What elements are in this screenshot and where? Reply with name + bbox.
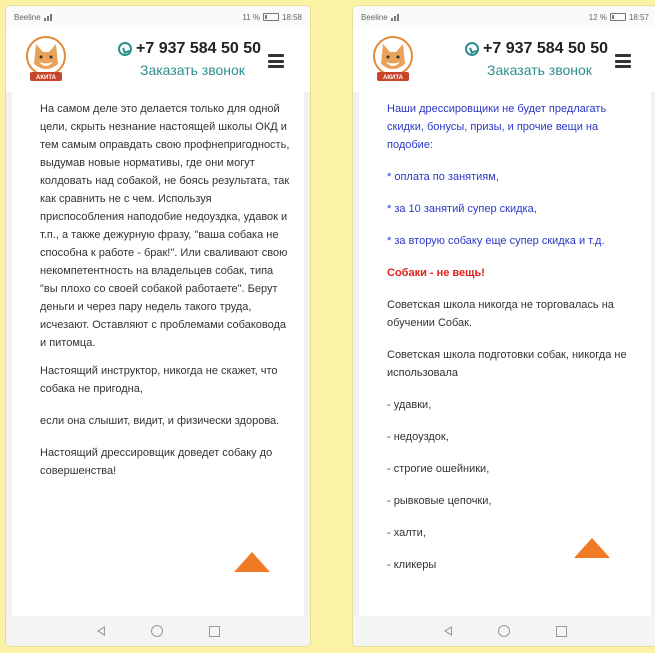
list-item: - халти, [387, 527, 426, 539]
hamburger-menu-icon[interactable] [268, 54, 284, 68]
nav-back-icon[interactable] [444, 626, 452, 636]
offer-item: * за 10 занятий супер скидка, [387, 203, 537, 215]
paragraph: Советская школа подготовки собак, никогда не использовала [387, 349, 627, 379]
paragraph: Настоящий дрессировщик доведет собаку до совершенства! [40, 447, 273, 477]
paragraph: На самом деле это делается только для одной цели, скрыть незнание настоящей школы ОКД и тем самым оправдать свою профнепригодность, выдумав новые нормативы, где они могут колдовать над собакой, не боясь результата, так как сравнить не с чем. Используя приспособления наподобие недоуздка, удавок и т.п., а также дежурную фразу, "ваша собака не способна к работе - брак!". Или сваливают свою некомпетентность на владельцев собак, типа "вы плохо со своей собакой работаете". Берут деньги и через пару недель такого труда, исчезают. Оставляют с проблемами собаковода и питомца. [40, 103, 290, 349]
battery-icon [610, 13, 626, 21]
battery-percent: 12 % [588, 12, 607, 22]
paragraph: Советская школа никогда не торговалась на обучении Собак. [387, 299, 614, 329]
carrier-label: Beeline [14, 12, 41, 22]
site-header [6, 28, 310, 92]
scroll-to-top-icon[interactable] [234, 552, 270, 572]
nav-home-icon[interactable] [151, 625, 163, 637]
phone-screenshot-left [6, 6, 310, 646]
battery-icon [263, 13, 279, 21]
paragraph: Настоящий инструктор, никогда не скажет, что собака не пригодна, [40, 365, 278, 395]
android-nav-bar [6, 616, 310, 646]
clock: 18:57 [628, 12, 649, 22]
nav-home-icon[interactable] [498, 625, 510, 637]
whatsapp-icon[interactable] [465, 42, 479, 56]
battery-percent: 11 % [242, 12, 260, 22]
logo-text: АКИТА [383, 75, 403, 81]
warning-heading: Собаки - не вещь! [387, 267, 485, 279]
list-item: - удавки, [387, 399, 432, 411]
list-item: - строгие ошейники, [387, 463, 490, 475]
hamburger-menu-icon[interactable] [615, 54, 631, 68]
phone-number[interactable]: +7 937 584 50 50 [136, 40, 262, 57]
phone-screenshot-right [353, 6, 655, 646]
carrier-label: Beeline [361, 12, 388, 22]
nav-recent-apps-icon[interactable] [556, 626, 567, 637]
list-item: - кликеры [387, 559, 437, 571]
offer-item: * оплата по занятиям, [387, 171, 499, 183]
whatsapp-icon[interactable] [118, 42, 132, 56]
list-item: - недоуздок, [387, 431, 449, 443]
android-nav-bar [353, 616, 655, 646]
nav-recent-apps-icon[interactable] [209, 626, 220, 637]
status-bar [6, 6, 310, 28]
akita-logo[interactable] [24, 34, 68, 84]
phone-number[interactable]: +7 937 584 50 50 [483, 40, 609, 57]
article-content [12, 92, 304, 616]
list-item: - рывковые цепочки, [387, 495, 492, 507]
clock: 18:58 [281, 12, 302, 22]
akita-logo[interactable] [371, 34, 415, 84]
status-bar [353, 6, 655, 28]
signal-icon [391, 14, 401, 21]
intro-paragraph: Наши дрессировщики не будет предлагать скидки, бонусы, призы, и прочие вещи на подобие: [387, 103, 607, 151]
paragraph: если она слышит, видит, и физически здорова. [40, 415, 280, 427]
logo-text: АКИТА [36, 75, 56, 81]
offer-item: * за вторую собаку еще супер скидка и т.д. [387, 235, 605, 247]
nav-back-icon[interactable] [97, 626, 105, 636]
callback-link[interactable]: Заказать звонок [487, 62, 592, 78]
phone-number-link[interactable] [118, 40, 261, 58]
signal-icon [44, 14, 54, 21]
phone-number-link[interactable] [465, 40, 608, 58]
scroll-to-top-icon[interactable] [574, 538, 610, 558]
site-header [353, 28, 655, 92]
callback-link[interactable]: Заказать звонок [140, 62, 245, 78]
